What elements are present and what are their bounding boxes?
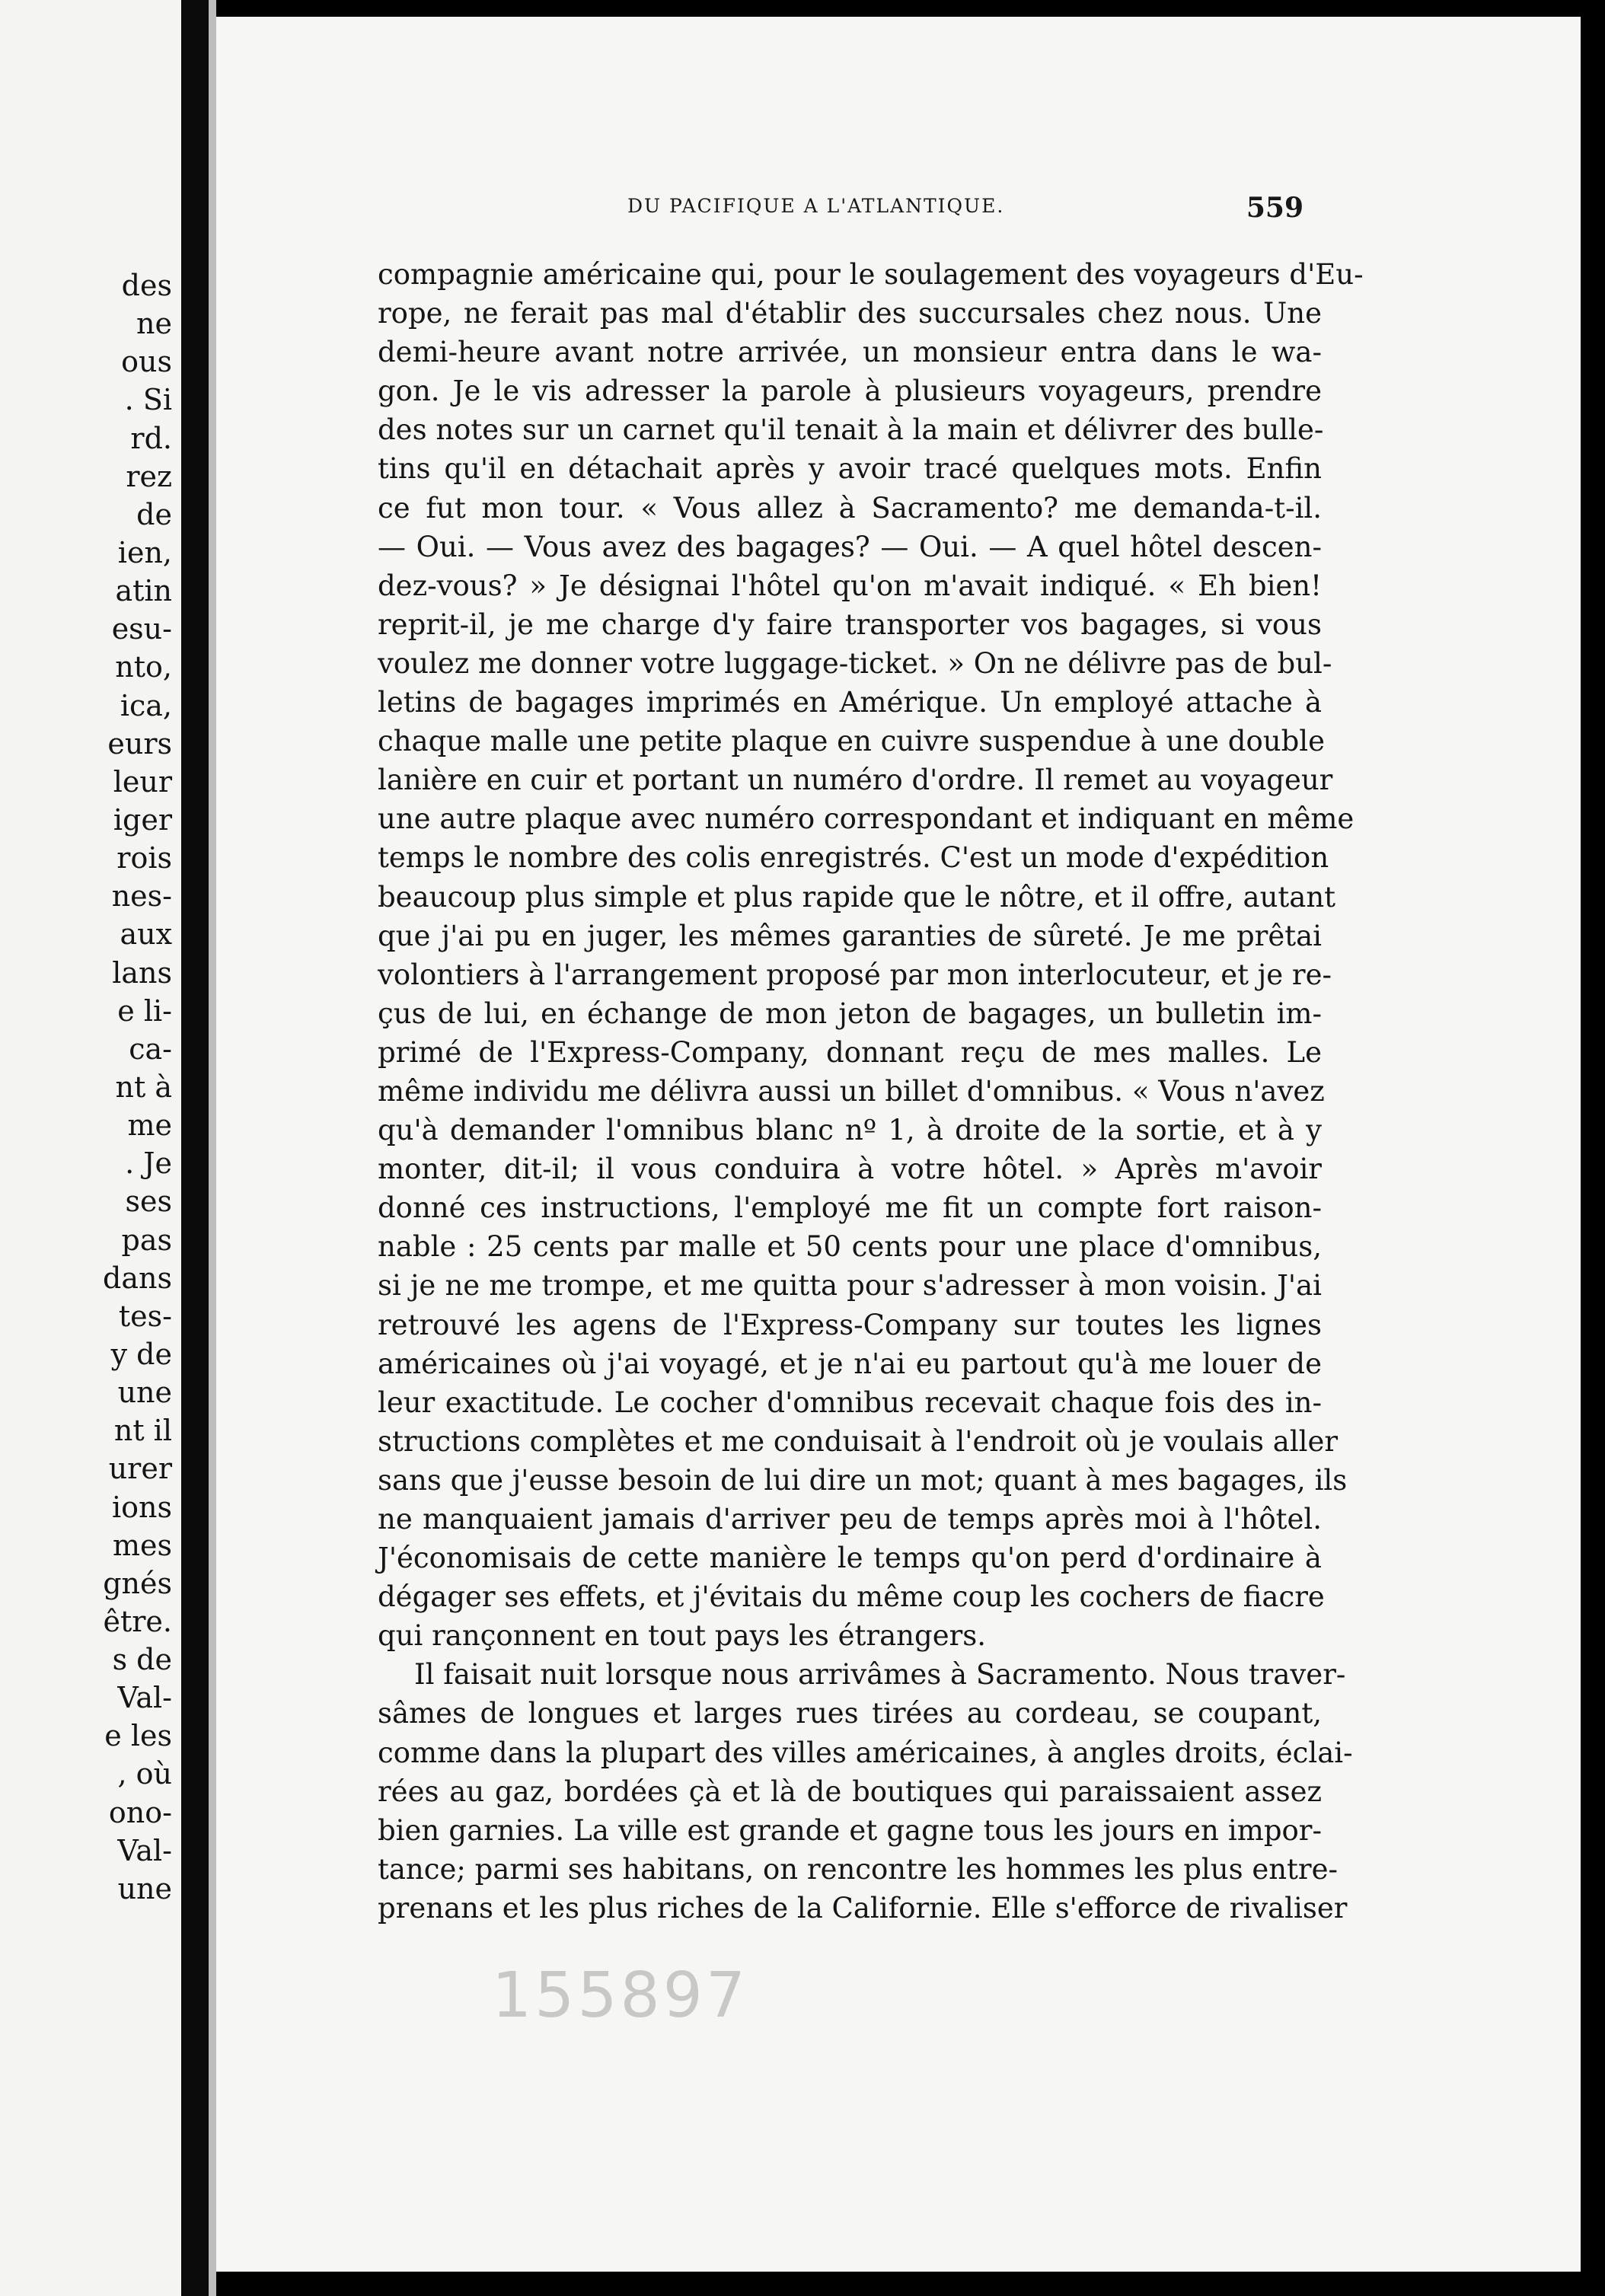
left-line-fragment: e les (104, 1719, 172, 1753)
left-line-fragment: eurs (107, 726, 172, 761)
text-line: des notes sur un carnet qu'il tenait à la main et délivrer des bulle- (378, 413, 1324, 447)
text-line: dégager ses effets, et j'évitais du même coup les cochers de fiacre (378, 1580, 1325, 1614)
left-line-fragment: être. (103, 1604, 172, 1638)
text-line: américaines où j'ai voyagé, et je n'ai eu partout qu'à me louer de (378, 1347, 1322, 1380)
text-line: reprit-il, je me charge d'y faire transporter vos bagages, si vous (378, 607, 1322, 641)
text-line: structions complètes et me conduisait à l'endroit où je voulais aller (378, 1424, 1339, 1458)
text-line: leur exactitude. Le cocher d'omnibus recevait chaque fois des in- (378, 1386, 1322, 1419)
text-line: demi-heure avant notre arrivée, un monsieur entra dans le wa- (378, 336, 1322, 369)
left-line-fragment: e li- (117, 993, 172, 1028)
text-line: primé de l'Express-Company, donnant reçu de mes malles. Le (378, 1035, 1322, 1069)
left-page-line-endings (0, 266, 172, 1908)
text-line: sans que j'eusse besoin de lui dire un mot; quant à mes bagages, ils (378, 1463, 1348, 1497)
text-line: même individu me délivra aussi un billet d'omnibus. « Vous n'avez (378, 1074, 1325, 1108)
text-line: une autre plaque avec numéro correspondant et indiquant en même (378, 802, 1355, 836)
text-line: ce fut mon tour. « Vous allez à Sacramento? me demanda-t-il. (378, 491, 1322, 525)
left-line-fragment: gnés (103, 1566, 172, 1600)
left-line-fragment: ca- (129, 1032, 172, 1066)
left-page-fragment (0, 0, 181, 2296)
text-line: comme dans la plupart des villes américaines, à angles droits, éclai- (378, 1736, 1353, 1769)
text-line: J'économisais de cette manière le temps qu'on perd d'ordinaire à (378, 1542, 1322, 1575)
left-line-fragment: ne (136, 307, 172, 341)
left-line-fragment: pas (121, 1223, 172, 1257)
text-line: qu'à demander l'omnibus blanc nº 1, à droite de la sortie, et à y (378, 1114, 1322, 1147)
left-line-fragment: y de (110, 1337, 172, 1371)
left-line-fragment: rois (116, 841, 172, 875)
left-line-fragment: me (127, 1108, 172, 1143)
left-line-fragment: esu- (111, 612, 172, 646)
text-line: que j'ai pu en juger, les mêmes garanties de sûreté. Je me prêtai (378, 919, 1322, 952)
text-line: monter, dit-il; il vous conduira à votre hôtel. » Après m'avoir (378, 1153, 1322, 1186)
scan-edge (1581, 0, 1605, 2296)
left-line-fragment: iger (113, 802, 172, 837)
text-line: compagnie américaine qui, pour le soulagement des voyageurs d'Eu- (378, 258, 1364, 291)
left-line-fragment: s de (112, 1643, 172, 1677)
left-line-fragment: rez (126, 459, 172, 493)
text-line: voulez me donner votre luggage-ticket. » On ne délivre pas de bul- (378, 646, 1332, 680)
left-line-fragment: Val- (117, 1681, 172, 1715)
text-line: tins qu'il en détachait après y avoir tracé quelques mots. Enfin (378, 452, 1322, 486)
left-line-fragment: une (117, 1871, 172, 1905)
left-line-fragment: ses (125, 1185, 172, 1219)
left-line-fragment: leur (113, 764, 172, 799)
text-line: retrouvé les agens de l'Express-Company sur toutes les lignes (378, 1308, 1322, 1341)
text-line: çus de lui, en échange de mon jeton de bagages, un bulletin im- (378, 997, 1322, 1030)
book-gutter (181, 0, 209, 2296)
text-line: nable : 25 cents par malle et 50 cents pour une place d'omnibus, (378, 1230, 1322, 1264)
left-line-fragment: dans (103, 1261, 172, 1295)
left-line-fragment: atin (115, 574, 172, 608)
text-line: temps le nombre des colis enregistrés. C'est un mode d'expédition (378, 841, 1329, 875)
text-line: prenans et les plus riches de la Californie. Elle s'efforce de rivaliser (378, 1891, 1348, 1924)
page-number: 559 (1246, 192, 1303, 224)
text-line: qui rançonnent en tout pays les étrangers. (378, 1619, 987, 1653)
text-line: Il faisait nuit lorsque nous arrivâmes à Sacramento. Nous traver- (414, 1658, 1346, 1692)
left-line-fragment: ien, (117, 535, 172, 569)
text-line: rées au gaz, bordées çà et là de boutiques qui paraissaient assez (378, 1775, 1322, 1808)
running-head (407, 192, 1303, 225)
left-line-fragment: aux (120, 917, 172, 952)
body-text (378, 255, 1364, 1928)
left-line-fragment: ous (121, 345, 172, 379)
left-line-fragment: nt à (115, 1070, 172, 1104)
text-line: beaucoup plus simple et plus rapide que le nôtre, et il offre, autant (378, 880, 1336, 914)
left-line-fragment: lans (112, 955, 172, 990)
text-line: bien garnies. La ville est grande et gagne tous les jours en impor- (378, 1813, 1322, 1847)
left-line-fragment: nes- (111, 879, 172, 914)
text-line: donné ces instructions, l'employé me fit un compte fort raison- (378, 1191, 1322, 1225)
text-line: gon. Je le vis adresser la parole à plusieurs voyageurs, prendre (378, 375, 1322, 408)
left-line-fragment: ica, (120, 688, 172, 722)
left-line-fragment: urer (108, 1452, 172, 1486)
left-line-fragment: une (117, 1376, 172, 1410)
text-line: lanière en cuir et portant un numéro d'ordre. Il remet au voyageur (378, 764, 1333, 797)
left-line-fragment: . Je (125, 1146, 172, 1181)
text-line: tance; parmi ses habitans, on rencontre les hommes les plus entre- (378, 1852, 1338, 1886)
text-line: volontiers à l'arrangement proposé par mon interlocuteur, et je re- (378, 958, 1332, 991)
left-line-fragment: nto, (115, 650, 172, 684)
text-line: chaque malle une petite plaque en cuivre suspendue à une double (378, 725, 1325, 758)
left-line-fragment: mes (112, 1528, 172, 1562)
left-line-fragment: nt il (113, 1414, 172, 1448)
left-line-fragment: tes- (118, 1299, 172, 1333)
left-line-fragment: ono- (108, 1795, 172, 1829)
text-line: rope, ne ferait pas mal d'établir des succursales chez nous. Une (378, 297, 1322, 330)
left-line-fragment: , où (117, 1757, 172, 1791)
text-line: ne manquaient jamais d'arriver peu de temps après moi à l'hôtel. (378, 1503, 1322, 1535)
text-line: dez-vous? » Je désignai l'hôtel qu'on m'avait indiqué. « Eh bien! (378, 569, 1322, 602)
running-title: DU PACIFIQUE A L'ATLANTIQUE. (627, 195, 1005, 217)
library-stamp-number: 155897 (492, 1960, 749, 2032)
left-line-fragment: Val- (117, 1833, 172, 1867)
left-line-fragment: de (136, 497, 172, 531)
text-line: si je ne me trompe, et me quitta pour s'adresser à mon voisin. J'ai (378, 1269, 1322, 1303)
left-line-fragment: des (121, 269, 172, 302)
text-line: — Oui. — Vous avez des bagages? — Oui. — A quel hôtel descen- (378, 530, 1322, 563)
gutter-edge (209, 0, 216, 2296)
left-line-fragment: . Si (124, 383, 172, 417)
text-line: sâmes de longues et larges rues tirées au cordeau, se coupant, (378, 1697, 1322, 1730)
left-line-fragment: rd. (130, 421, 172, 455)
text-line: letins de bagages imprimés en Amérique. Un employé attache à (378, 686, 1322, 719)
left-line-fragment: ions (111, 1490, 172, 1524)
